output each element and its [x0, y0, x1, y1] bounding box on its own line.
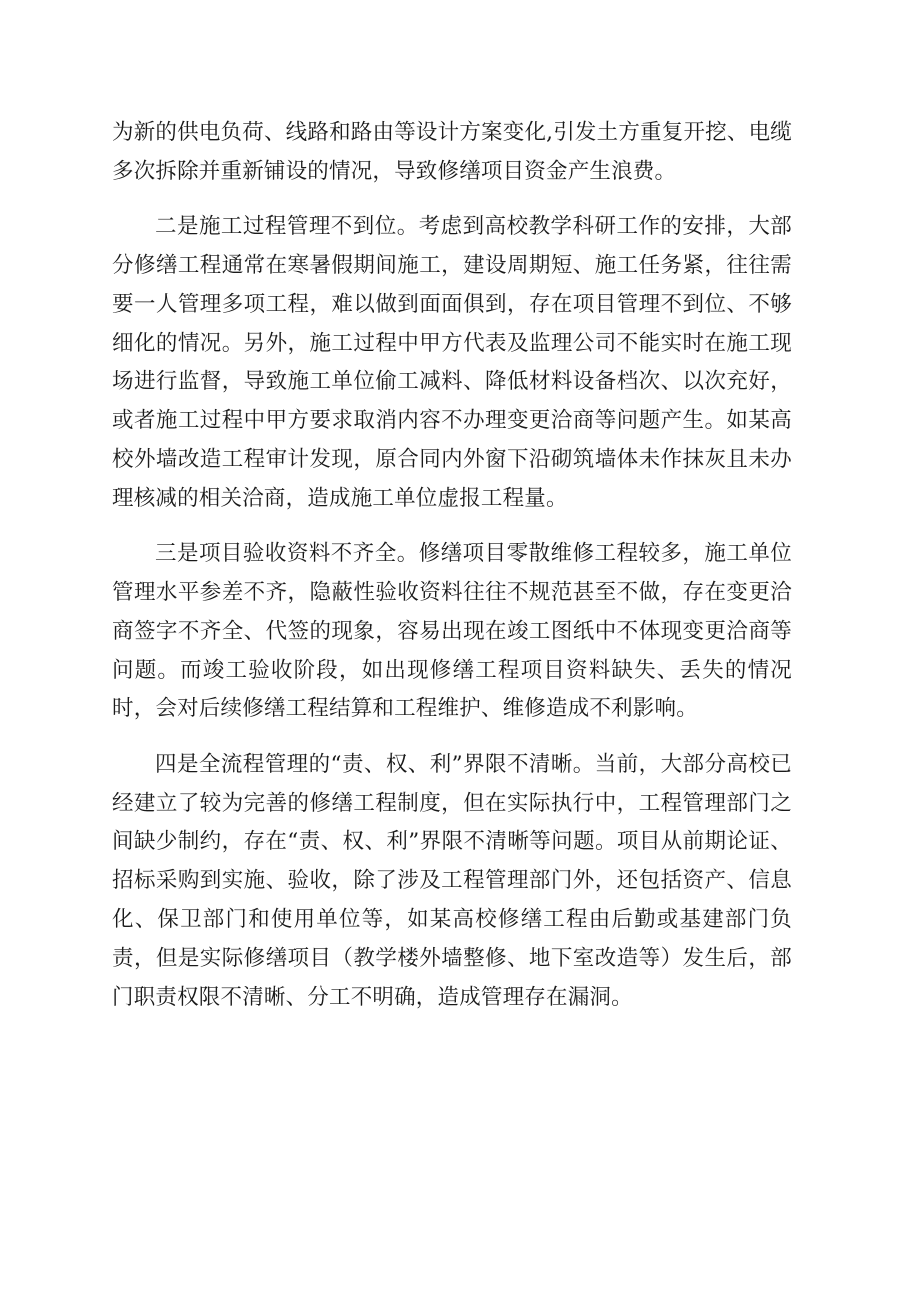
paragraph-continuation: 为新的供电负荷、线路和路由等设计方案变化,引发土方重复开挖、电缆多次拆除并重新铺设的情况，导致修缮项目资金产生浪费。: [112, 120, 792, 184]
paragraph-construction-management: 二是施工过程管理不到位。考虑到高校教学科研工作的安排，大部分修缮工程通常在寒暑假期间施工，建设周期短、施工任务紧，往往需要一人管理多项工程，难以做到面面俱到，存在项目管理不到位、不够细化的情况。另外，施工过程中甲方代表及监理公司不能实时在施工现场进行监督，导致施工单位偷工减料、降低材料设备档次、以次充好，或者施工过程中甲方要求取消内容不办理变更洽商等问题产生。如某高校外墙改造工程审计发现，原合同内外窗下沿砌筑墙体未作抹灰且未办理核减的相关洽商，造成施工单位虚报工程量。: [112, 214, 792, 511]
document-body: [112, 114, 792, 1034]
paragraph-acceptance-documents: 三是项目验收资料不齐全。修缮项目零散维修工程较多，施工单位管理水平参差不齐，隐蔽性验收资料往往不规范甚至不做，存在变更洽商签字不齐全、代签的现象，容易出现在竣工图纸中不体现变更洽商等问题。而竣工验收阶段，如出现修缮工程项目资料缺失、丢失的情况时，会对后续修缮工程结算和工程维护、维修造成不利影响。: [112, 541, 792, 722]
paragraph-responsibility-boundaries: 四是全流程管理的“责、权、利”界限不清晰。当前，大部分高校已经建立了较为完善的修缮工程制度，但在实际执行中，工程管理部门之间缺少制约，存在“责、权、利”界限不清晰等问题。项目从前期论证、招标采购到实施、验收，除了涉及工程管理部门外，还包括资产、信息化、保卫部门和使用单位等，如某高校修缮工程由后勤或基建部门负责，但是实际修缮项目（教学楼外墙整修、地下室改造等）发生后，部门职责权限不清晰、分工不明确，造成管理存在漏洞。: [112, 751, 792, 1010]
